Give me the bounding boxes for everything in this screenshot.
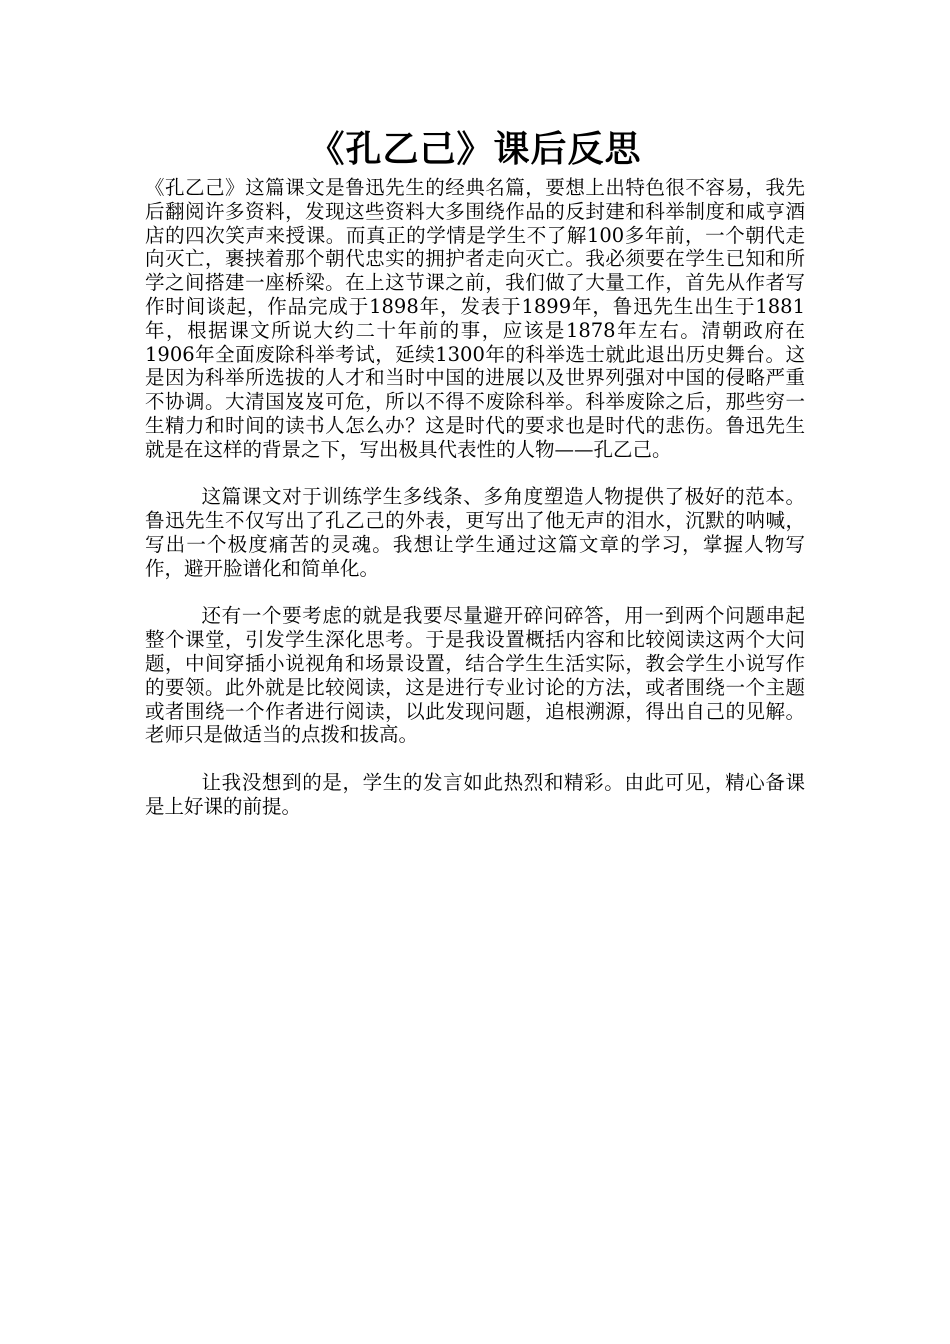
- paragraph-1: 《孔乙己》这篇课文是鲁迅先生的经典名篇，要想上出特色很不容易，我先后翻阅许多资料，发现这些资料大多围绕作品的反封建和科举制度和咸亨酒店的四次笑声来授课。而真正的学情是学生不了解100多年前，一个朝代走向灭亡，裹挟着那个朝代忠实的拥护者走向灭亡。我必须要在学生已知和所学之间搭建一座桥梁。在上这节课之前，我们做了大量工作，首先从作者写作时间谈起，作品完成于1898年，发表于1899年，鲁迅先生出生于1881年，根据课文所说大约二十年前的事，应该是1878年左右。清朝政府在1906年全面废除科举考试，延续1300年的科举选士就此退出历史舞台。这是因为科举所选拔的人才和当时中国的进展以及世界列强对中国的侵略严重不协调。大清国岌岌可危，所以不得不废除科举。科举废除之后，那些穷一生精力和时间的读书人怎么办？这是时代的要求也是时代的悲伤。鲁迅先生就是在这样的背景之下，写出极具代表性的人物——孔乙己。: [145, 176, 805, 461]
- document-body: [145, 176, 805, 842]
- paragraph-4: 让我没想到的是，学生的发言如此热烈和精彩。由此可见，精心备课是上好课的前提。: [145, 770, 805, 818]
- document-title: 《孔乙己》课后反思: [308, 129, 642, 170]
- paragraph-2: 这篇课文对于训练学生多线条、多角度塑造人物提供了极好的范本。鲁迅先生不仅写出了孔乙己的外表，更写出了他无声的泪水，沉默的呐喊，写出一个极度痛苦的灵魂。我想让学生通过这篇文章的学习，掌握人物写作，避开脸谱化和简单化。: [145, 485, 805, 580]
- paragraph-3: 还有一个要考虑的就是我要尽量避开碎问碎答，用一到两个问题串起整个课堂，引发学生深化思考。于是我设置概括内容和比较阅读这两个大问题，中间穿插小说视角和场景设置，结合学生生活实际，教会学生小说写作的要领。此外就是比较阅读，这是进行专业讨论的方法，或者围绕一个主题或者围绕一个作者进行阅读，以此发现问题，追根溯源，得出自己的见解。老师只是做适当的点拨和拔高。: [145, 604, 805, 747]
